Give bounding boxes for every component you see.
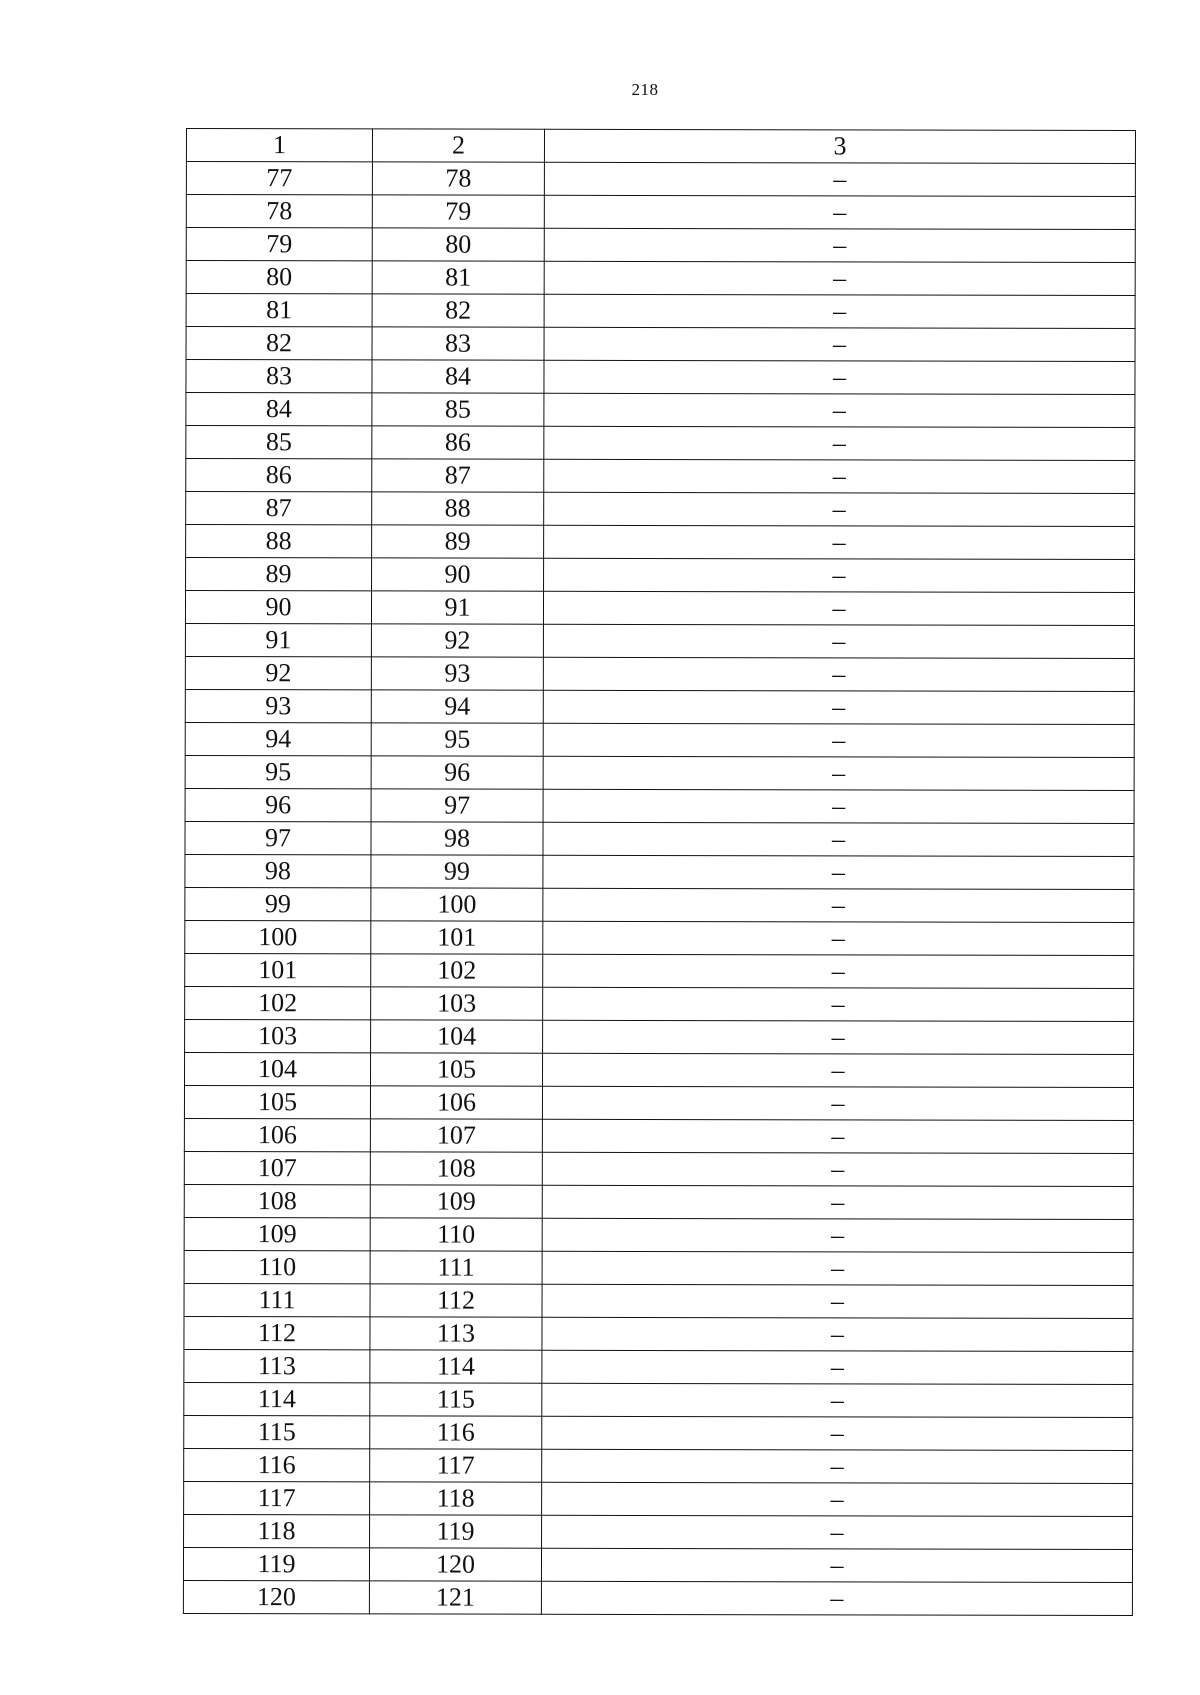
table-cell-col2: 110 bbox=[370, 1218, 542, 1251]
table-cell-col3: – bbox=[542, 1119, 1133, 1153]
table-row bbox=[184, 1250, 1133, 1285]
table-cell-col1: 78 bbox=[186, 195, 372, 228]
table-row bbox=[184, 1151, 1133, 1186]
table-row bbox=[185, 887, 1134, 922]
table-row bbox=[184, 1415, 1133, 1450]
table-cell-col3: – bbox=[544, 525, 1135, 559]
table-cell-col1: 77 bbox=[186, 162, 372, 195]
table-cell-col3: – bbox=[542, 1317, 1133, 1351]
table-cell-col2: 116 bbox=[370, 1416, 542, 1449]
table-cell-col2: 99 bbox=[371, 855, 543, 888]
table-cell-col1: 94 bbox=[185, 722, 371, 755]
table-cell-col3: – bbox=[543, 591, 1134, 625]
table-cell-col1: 84 bbox=[186, 393, 372, 426]
data-table-container bbox=[186, 128, 1136, 1614]
table-cell-col2: 88 bbox=[372, 492, 544, 525]
column-header-2: 2 bbox=[372, 129, 544, 162]
table-cell-col1: 103 bbox=[185, 1019, 371, 1052]
column-header-1: 1 bbox=[186, 129, 372, 162]
table-row bbox=[185, 821, 1134, 856]
table-cell-col3: – bbox=[544, 195, 1135, 229]
table-cell-col1: 104 bbox=[184, 1052, 370, 1085]
table-cell-col2: 83 bbox=[372, 327, 544, 360]
table-cell-col3: – bbox=[542, 1185, 1133, 1219]
table-row bbox=[185, 986, 1134, 1021]
table-cell-col2: 95 bbox=[371, 723, 543, 756]
table-cell-col3: – bbox=[543, 723, 1134, 757]
table-cell-col1: 91 bbox=[185, 624, 371, 657]
table-cell-col1: 89 bbox=[186, 558, 372, 591]
table-row bbox=[186, 327, 1135, 362]
table-cell-col1: 101 bbox=[185, 953, 371, 986]
table-cell-col2: 93 bbox=[371, 657, 543, 690]
table-row bbox=[185, 953, 1134, 988]
table-row bbox=[186, 228, 1135, 263]
table-cell-col1: 81 bbox=[186, 294, 372, 327]
table-cell-col2: 114 bbox=[370, 1350, 542, 1383]
table-cell-col1: 82 bbox=[186, 327, 372, 360]
table-cell-col3: – bbox=[542, 1284, 1133, 1318]
table-cell-col1: 116 bbox=[184, 1448, 370, 1481]
table-cell-col2: 121 bbox=[369, 1581, 541, 1614]
table-row bbox=[186, 195, 1135, 230]
table-cell-col3: – bbox=[542, 1482, 1133, 1516]
table-cell-col2: 107 bbox=[370, 1119, 542, 1152]
table-cell-col1: 88 bbox=[186, 525, 372, 558]
table-cell-col1: 113 bbox=[184, 1349, 370, 1382]
page-number: 218 bbox=[631, 80, 659, 99]
table-cell-col3: – bbox=[542, 1449, 1133, 1483]
table-header bbox=[186, 129, 1135, 164]
table-cell-col1: 108 bbox=[184, 1184, 370, 1217]
data-table bbox=[183, 128, 1136, 1616]
table-cell-col1: 111 bbox=[184, 1283, 370, 1316]
table-row bbox=[186, 558, 1135, 593]
table-row bbox=[186, 294, 1135, 329]
table-cell-col3: – bbox=[542, 1416, 1133, 1450]
table-cell-col1: 106 bbox=[184, 1118, 370, 1151]
table-cell-col2: 84 bbox=[372, 360, 544, 393]
table-cell-col2: 78 bbox=[372, 162, 544, 195]
table-cell-col1: 102 bbox=[185, 986, 371, 1019]
table-cell-col1: 96 bbox=[185, 788, 371, 821]
table-row bbox=[184, 1052, 1133, 1087]
table-cell-col2: 96 bbox=[371, 756, 543, 789]
table-cell-col3: – bbox=[544, 558, 1135, 592]
table-row bbox=[184, 1514, 1133, 1549]
table-row bbox=[185, 722, 1134, 757]
table-cell-col2: 79 bbox=[372, 195, 544, 228]
table-cell-col1: 114 bbox=[184, 1382, 370, 1415]
table-row bbox=[185, 755, 1134, 790]
table-cell-col2: 118 bbox=[370, 1482, 542, 1515]
table-cell-col3: – bbox=[543, 987, 1134, 1021]
table-row bbox=[186, 459, 1135, 494]
table-cell-col2: 80 bbox=[372, 228, 544, 261]
table-cell-col2: 101 bbox=[371, 921, 543, 954]
table-cell-col2: 113 bbox=[370, 1317, 542, 1350]
table-cell-col3: – bbox=[543, 789, 1134, 823]
table-body bbox=[183, 162, 1135, 1616]
table-cell-col1: 110 bbox=[184, 1250, 370, 1283]
table-cell-col3: – bbox=[544, 426, 1135, 460]
table-cell-col2: 111 bbox=[370, 1251, 542, 1284]
table-cell-col3: – bbox=[543, 855, 1134, 889]
table-row bbox=[184, 1349, 1133, 1384]
table-cell-col1: 90 bbox=[185, 591, 371, 624]
table-cell-col1: 87 bbox=[186, 492, 372, 525]
table-cell-col1: 107 bbox=[184, 1151, 370, 1184]
table-cell-col2: 108 bbox=[370, 1152, 542, 1185]
table-cell-col1: 98 bbox=[185, 854, 371, 887]
table-cell-col2: 117 bbox=[370, 1449, 542, 1482]
table-row bbox=[185, 689, 1134, 724]
table-cell-col2: 112 bbox=[370, 1284, 542, 1317]
table-cell-col2: 98 bbox=[371, 822, 543, 855]
table-cell-col1: 97 bbox=[185, 821, 371, 854]
table-cell-col2: 86 bbox=[372, 426, 544, 459]
table-cell-col3: – bbox=[543, 690, 1134, 724]
table-cell-col3: – bbox=[542, 1350, 1133, 1384]
table-cell-col1: 80 bbox=[186, 261, 372, 294]
table-cell-col1: 100 bbox=[185, 920, 371, 953]
table-cell-col1: 120 bbox=[183, 1580, 369, 1613]
table-row bbox=[184, 1316, 1133, 1351]
table-cell-col3: – bbox=[543, 822, 1134, 856]
table-cell-col3: – bbox=[544, 459, 1135, 493]
table-cell-col1: 119 bbox=[183, 1547, 369, 1580]
table-cell-col3: – bbox=[543, 1020, 1134, 1054]
table-row bbox=[184, 1118, 1133, 1153]
table-row bbox=[185, 854, 1134, 889]
table-cell-col3: – bbox=[544, 162, 1135, 196]
table-cell-col2: 102 bbox=[371, 954, 543, 987]
table-cell-col1: 115 bbox=[184, 1415, 370, 1448]
table-cell-col3: – bbox=[542, 1053, 1133, 1087]
table-row bbox=[183, 1547, 1132, 1582]
table-row bbox=[185, 1019, 1134, 1054]
table-cell-col1: 95 bbox=[185, 755, 371, 788]
table-cell-col3: – bbox=[543, 657, 1134, 691]
table-cell-col1: 117 bbox=[184, 1481, 370, 1514]
table-row bbox=[186, 525, 1135, 560]
table-row bbox=[186, 492, 1135, 527]
table-cell-col1: 85 bbox=[186, 426, 372, 459]
table-row bbox=[186, 261, 1135, 296]
table-cell-col3: – bbox=[542, 1218, 1133, 1252]
table-cell-col1: 105 bbox=[184, 1085, 370, 1118]
table-cell-col2: 100 bbox=[371, 888, 543, 921]
table-cell-col2: 81 bbox=[372, 261, 544, 294]
table-cell-col2: 82 bbox=[372, 294, 544, 327]
table-cell-col3: – bbox=[542, 1152, 1133, 1186]
table-row bbox=[185, 788, 1134, 823]
table-cell-col3: – bbox=[544, 360, 1135, 394]
table-cell-col2: 105 bbox=[370, 1053, 542, 1086]
column-header-3: 3 bbox=[544, 129, 1135, 163]
table-row bbox=[186, 426, 1135, 461]
table-cell-col1: 112 bbox=[184, 1316, 370, 1349]
table-row bbox=[184, 1217, 1133, 1252]
table-cell-col1: 83 bbox=[186, 360, 372, 393]
table-cell-col1: 118 bbox=[184, 1514, 370, 1547]
table-cell-col3: – bbox=[544, 393, 1135, 427]
table-cell-col1: 92 bbox=[185, 656, 371, 689]
table-cell-col2: 94 bbox=[371, 690, 543, 723]
table-row bbox=[185, 624, 1134, 659]
table-cell-col2: 109 bbox=[370, 1185, 542, 1218]
table-cell-col3: – bbox=[542, 1251, 1133, 1285]
table-cell-col3: – bbox=[541, 1581, 1132, 1615]
table-cell-col2: 120 bbox=[369, 1548, 541, 1581]
table-cell-col3: – bbox=[542, 1515, 1133, 1549]
table-cell-col3: – bbox=[544, 492, 1135, 526]
table-cell-col3: – bbox=[543, 756, 1134, 790]
table-cell-col2: 103 bbox=[371, 987, 543, 1020]
table-row bbox=[184, 1481, 1133, 1516]
table-cell-col3: – bbox=[544, 294, 1135, 328]
table-row bbox=[185, 920, 1134, 955]
table-cell-col3: – bbox=[541, 1548, 1132, 1582]
table-row bbox=[186, 360, 1135, 395]
table-cell-col2: 106 bbox=[370, 1086, 542, 1119]
table-cell-col1: 99 bbox=[185, 887, 371, 920]
table-row bbox=[184, 1085, 1133, 1120]
table-cell-col2: 91 bbox=[371, 591, 543, 624]
table-cell-col3: – bbox=[543, 921, 1134, 955]
table-cell-col2: 97 bbox=[371, 789, 543, 822]
table-cell-col1: 79 bbox=[186, 228, 372, 261]
table-cell-col1: 109 bbox=[184, 1217, 370, 1250]
table-row bbox=[183, 1580, 1132, 1615]
table-row bbox=[186, 162, 1135, 197]
table-cell-col3: – bbox=[542, 1086, 1133, 1120]
table-row bbox=[184, 1382, 1133, 1417]
table-row bbox=[186, 393, 1135, 428]
table-cell-col2: 85 bbox=[372, 393, 544, 426]
table-row bbox=[184, 1448, 1133, 1483]
table-cell-col2: 90 bbox=[372, 558, 544, 591]
table-cell-col3: – bbox=[544, 327, 1135, 361]
table-cell-col3: – bbox=[543, 624, 1134, 658]
table-cell-col3: – bbox=[543, 954, 1134, 988]
table-cell-col3: – bbox=[544, 228, 1135, 262]
table-cell-col3: – bbox=[544, 261, 1135, 295]
table-cell-col1: 93 bbox=[185, 689, 371, 722]
table-cell-col2: 89 bbox=[372, 525, 544, 558]
table-cell-col2: 119 bbox=[370, 1515, 542, 1548]
table-cell-col1: 86 bbox=[186, 459, 372, 492]
table-row bbox=[185, 656, 1134, 691]
table-cell-col2: 115 bbox=[370, 1383, 542, 1416]
table-cell-col3: – bbox=[543, 888, 1134, 922]
table-row bbox=[184, 1283, 1133, 1318]
table-row bbox=[185, 591, 1134, 626]
header-row bbox=[186, 129, 1135, 164]
table-cell-col2: 87 bbox=[372, 459, 544, 492]
table-row bbox=[184, 1184, 1133, 1219]
table-cell-col2: 104 bbox=[371, 1020, 543, 1053]
table-cell-col3: – bbox=[542, 1383, 1133, 1417]
table-cell-col2: 92 bbox=[371, 624, 543, 657]
